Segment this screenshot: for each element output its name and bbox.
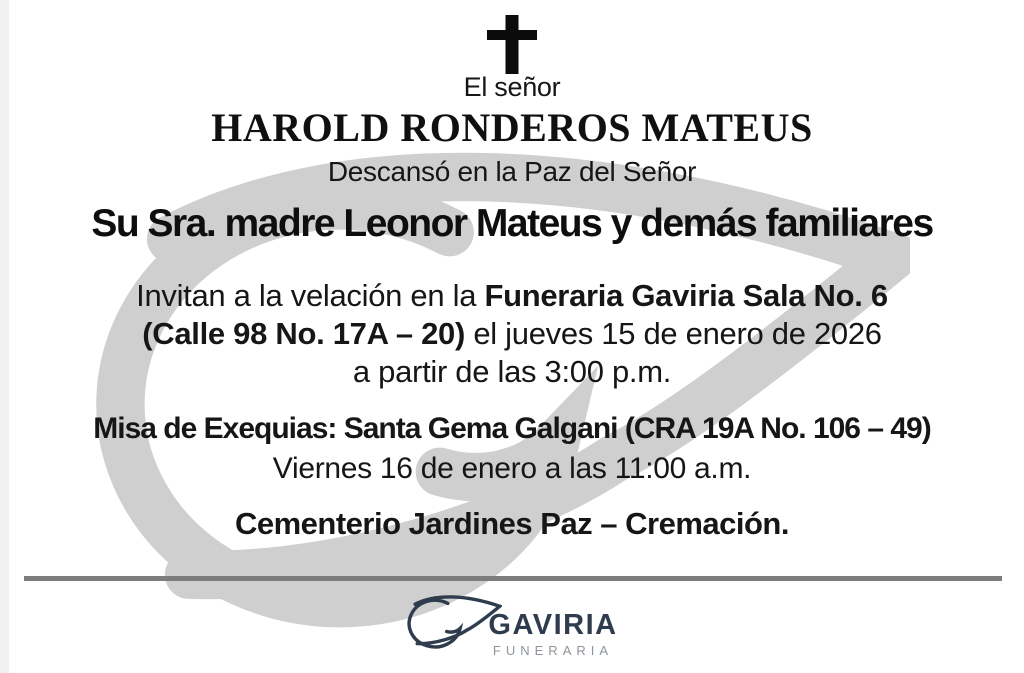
cross-vertical-bar	[506, 15, 519, 74]
mass-datetime-line: Viernes 16 de enero a las 11:00 a.m.	[272, 452, 752, 485]
family-line: Su Sra. madre Leonor Mateus y demás familiares	[91, 202, 933, 245]
wake-invitation-line2	[0, 317, 1024, 351]
funeral-home-brand	[0, 590, 1024, 657]
rest-in-peace-subtitle: Descansó en la Paz del Señor	[327, 156, 697, 187]
wake-invitation-line1	[0, 279, 1024, 313]
brand-subtitle: FUNERARIA	[492, 643, 614, 658]
wake-address-bold: (Calle 98 No. 17A – 20)	[142, 316, 466, 351]
cross-horizontal-bar	[487, 30, 537, 40]
wake-location-bold: Funeraria Gaviria Sala No. 6	[484, 278, 888, 313]
pre-title: El señor	[463, 72, 561, 102]
cemetery-line: Cementerio Jardines Paz – Cremación.	[234, 506, 789, 541]
deceased-name: HAROLD RONDEROS MATEUS	[211, 105, 813, 150]
wake-invitation-text: Invitan a la velación en la	[136, 278, 485, 313]
wake-date-text: el jueves 15 de enero de 2026	[465, 316, 882, 351]
brand-text-block	[488, 611, 617, 657]
mass-line: Misa de Exequias: Santa Gema Galgani (CRA 19A No. 106 – 49)	[93, 412, 931, 445]
wake-time-line: a partir de las 3:00 p.m.	[352, 354, 672, 389]
brand-name: GAVIRIA	[488, 609, 618, 641]
latin-cross-icon	[487, 15, 537, 74]
divider-line	[24, 576, 1002, 581]
